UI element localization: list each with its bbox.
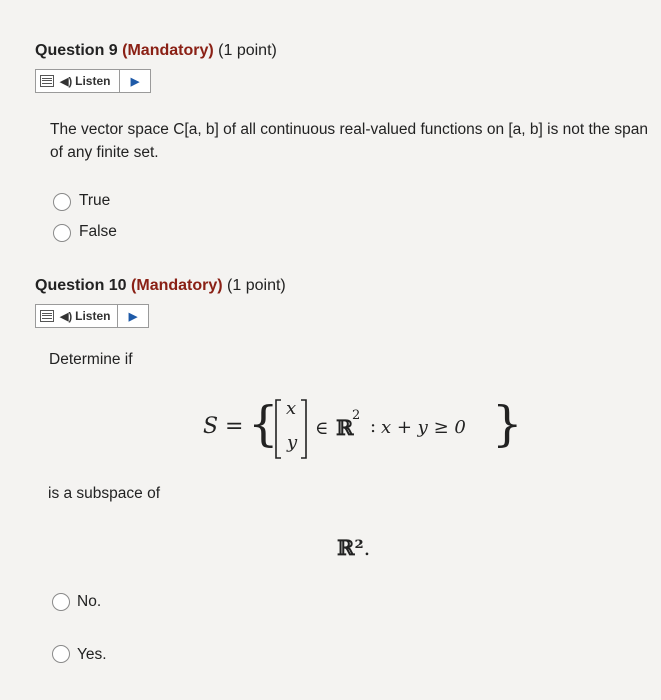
speaker-icon: ◀)	[60, 310, 73, 323]
radio-true[interactable]	[53, 193, 71, 211]
option-false-label: False	[79, 223, 117, 240]
radio-no[interactable]	[52, 593, 70, 611]
listen-label: Listen	[75, 74, 111, 88]
space-name: ℝ²	[337, 535, 364, 560]
close-brace: }	[492, 396, 523, 452]
question-9-text: The vector space C[a, b] of all continuous real-valued functions on [a, b] is not the span of any finite set.	[50, 121, 648, 161]
question-number: Question 9	[35, 42, 118, 59]
play-icon[interactable]: ▶	[117, 305, 148, 327]
vector-x: x	[286, 398, 297, 419]
option-true-label: True	[79, 192, 111, 209]
space-period: .	[363, 536, 371, 560]
option-yes-label: Yes.	[77, 646, 107, 663]
listen-label: Listen	[75, 309, 111, 323]
points-label: (1 point)	[218, 42, 277, 59]
mandatory-label: (Mandatory)	[131, 277, 223, 294]
condition: x + y ≥ 0	[381, 417, 466, 438]
speaker-icon: ◀)	[60, 75, 73, 88]
set-definition-equation	[200, 392, 530, 468]
colon: :	[370, 416, 377, 437]
open-brace: {	[248, 396, 279, 452]
radio-yes[interactable]	[52, 645, 70, 663]
radio-false[interactable]	[53, 224, 71, 242]
element-of: ∈	[315, 418, 329, 439]
set-symbol: S	[203, 414, 219, 439]
equals-sign: =	[225, 414, 244, 439]
mandatory-label: (Mandatory)	[122, 42, 214, 59]
subspace-text: is a subspace of	[48, 485, 161, 502]
option-no-label: No.	[77, 593, 102, 610]
points-label: (1 point)	[227, 277, 286, 294]
listen-button[interactable]	[35, 69, 151, 93]
question-number: Question 10	[35, 277, 127, 294]
real-space: ℝ	[336, 415, 354, 440]
listen-button[interactable]	[35, 304, 149, 328]
question-10-prompt: Determine if	[49, 351, 133, 368]
space-label	[337, 535, 370, 560]
menu-icon[interactable]	[40, 310, 54, 322]
question-9-title	[35, 42, 277, 60]
exponent: 2	[352, 408, 361, 423]
play-icon[interactable]: ▶	[119, 70, 150, 92]
menu-icon[interactable]	[40, 75, 54, 87]
vector-y: y	[287, 432, 298, 453]
question-10-title	[35, 277, 286, 295]
